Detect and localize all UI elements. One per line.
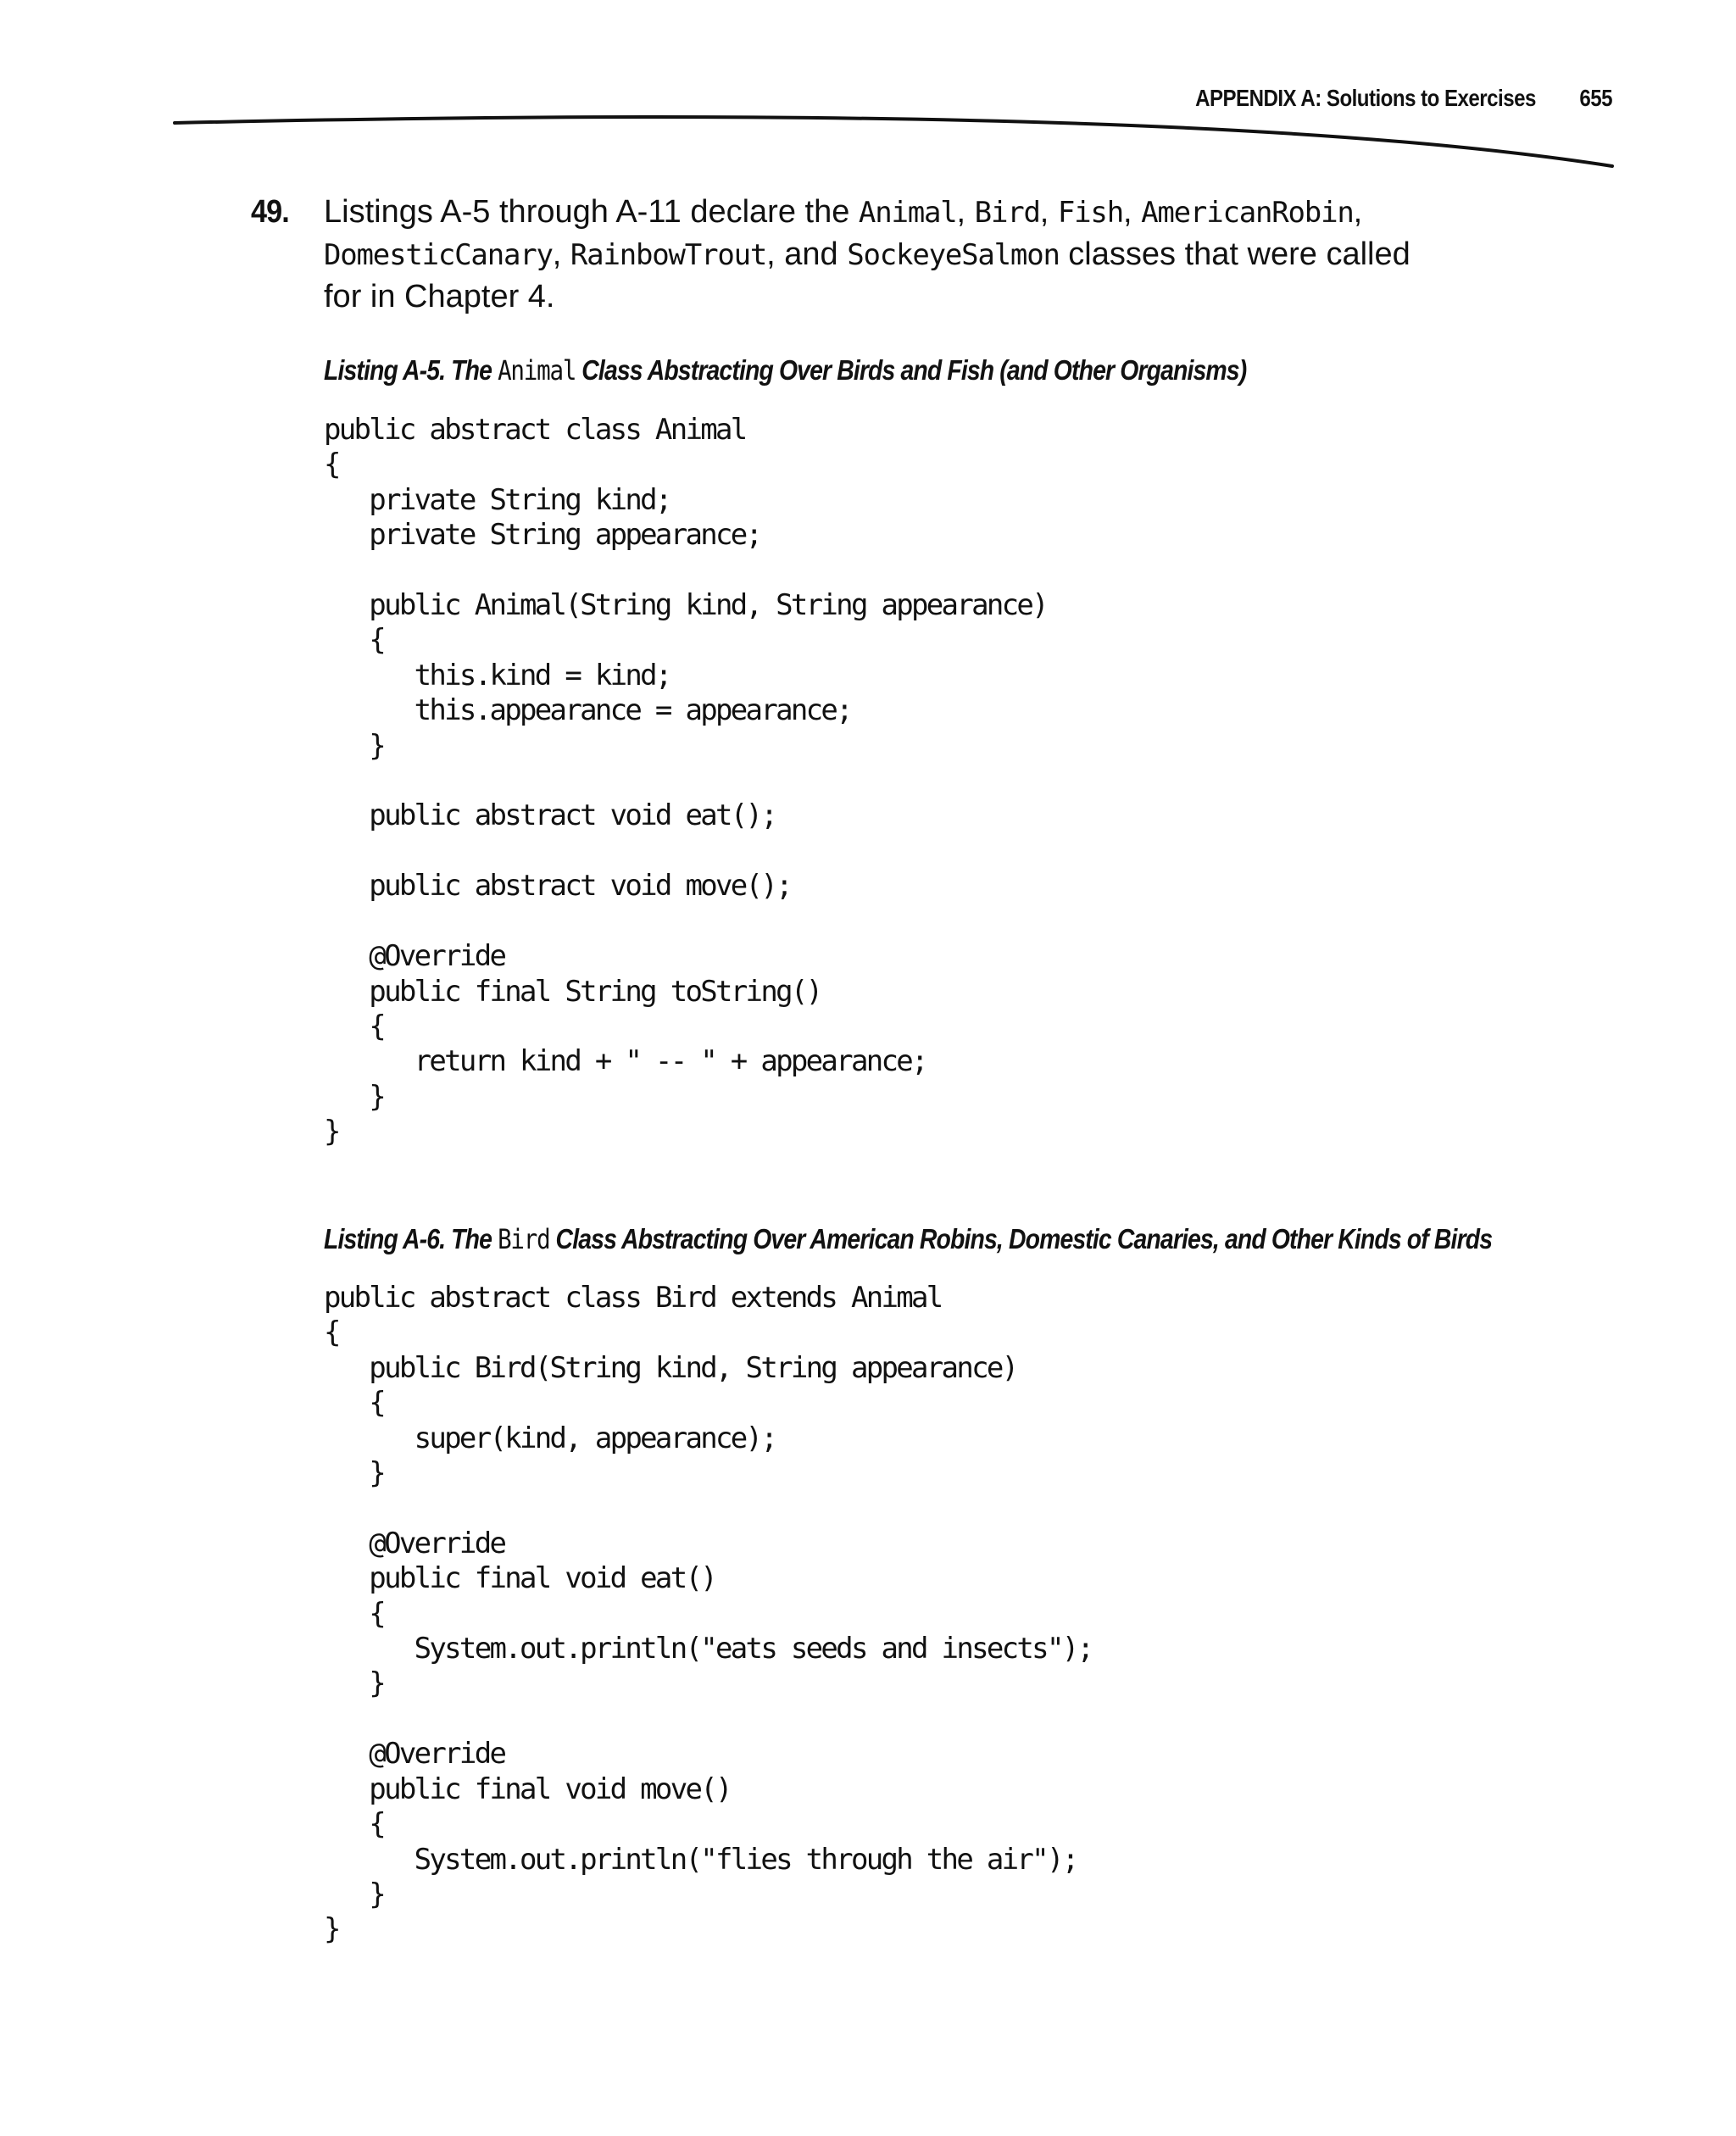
text-run: , and [766,236,848,272]
exercise-text [324,192,1527,318]
listing-a5-code: public abstract class Animal { private String kind; private String appearance; public Animal(String kind, String appearance) { this.kind = kind; this.appearance = appearance; } public abstract void eat(); public abstract void move(); @Override public final String toString() { return kind + " -- " + appearance; } } [324,413,1047,1149]
class-name-rainbow-trout: RainbowTrout [570,238,767,272]
header-rule [0,0,1736,220]
exercise-number: 49. [251,194,289,230]
caption-prefix: Listing A-5. The [324,354,498,386]
listing-a6-code: public abstract class Bird extends Animal { public Bird(String kind, String appearance) { super(kind, appearance); } @Override public final void eat() { System.out.println("eats seeds and insects"); } @Override public final void move() { System.out.println("flies through the air"); } } [324,1281,1093,1947]
exercise-line-3: for in Chapter 4. [324,279,555,314]
text-run: , [1039,194,1058,230]
class-name-fish: Fish [1057,196,1123,230]
caption-prefix: Listing A-6. The [324,1223,498,1254]
text-run: , [956,194,975,230]
text-run: , [552,236,570,272]
class-name-animal: Animal [858,196,957,230]
listing-a6-caption [324,1223,1492,1255]
running-head-title: APPENDIX A: Solutions to Exercises [1195,85,1536,111]
class-name-american-robin: AmericanRobin [1141,196,1354,230]
caption-suffix: Class Abstracting Over Birds and Fish (and Other Organisms) [576,354,1247,386]
text-run: Listings A-5 through A-11 declare the [324,194,859,230]
text-run: classes that were called [1059,236,1410,272]
listing-a5-caption [324,354,1246,387]
class-name-sockeye-salmon: SockeyeSalmon [847,238,1060,272]
caption-suffix: Class Abstracting Over American Robins, Domestic Canaries, and Other Kinds of Birds [549,1223,1493,1254]
caption-class-name: Animal [498,354,576,387]
text-run: , [1353,194,1363,230]
class-name-domestic-canary: DomesticCanary [324,238,553,272]
class-name-bird: Bird [974,196,1040,230]
caption-class-name: Bird [498,1223,550,1255]
page-number: 655 [1579,85,1612,111]
exercise-line-1 [324,192,1527,234]
text-run: , [1122,194,1142,230]
exercise-line-2 [324,234,1527,276]
